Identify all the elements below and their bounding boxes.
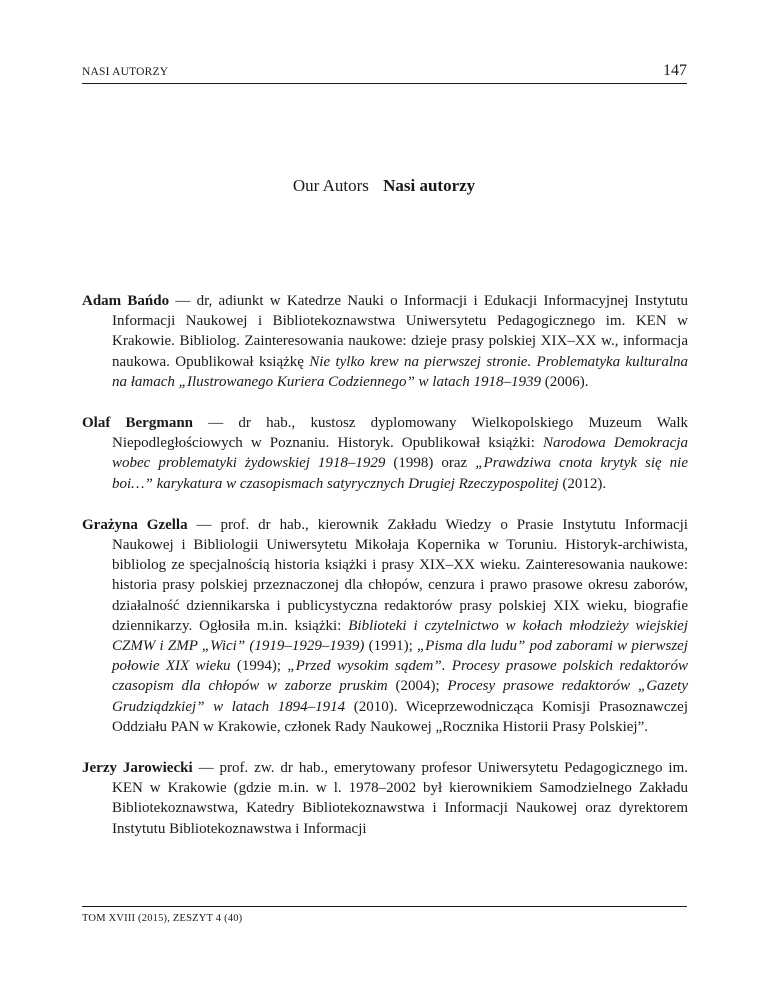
author-entry: [82, 515, 688, 737]
bio-text: — prof. zw. dr hab., emerytowany profesor Uniwersytetu Pedagogicznego im. KEN w Krakowie (gdzie m.in. w l. 1978–2002 był kierownikiem Samodzielnego Zakładu Bibliotekoznawstwa, Katedry Bibliotekoznawstwa i Informacji Naukowej oraz dyrektorem Instytutu Bibliotekoznawstwa i Informacji: [112, 760, 688, 837]
publication-title: Procesy prasowe redaktorów „Gazety Grudziądzkiej” w latach 1894–1914: [112, 678, 688, 715]
footer-rule: [82, 906, 687, 907]
bio-text: (1991);: [364, 638, 417, 655]
page-number: 147: [663, 62, 687, 79]
bio-text: (1998) oraz: [385, 455, 476, 472]
publication-title: „Przed wysokim sądem”. Procesy prasowe polskich redaktorów czasopism dla chłopów w zaborze pruskim: [112, 658, 688, 695]
bio-text: (2006).: [541, 373, 589, 390]
section-title: NASI AUTORZY: [82, 66, 169, 78]
page-title: [0, 176, 768, 196]
author-list: [82, 291, 688, 860]
author-entry: [82, 758, 688, 839]
author-entry: [82, 413, 688, 494]
author-name: Grażyna Gzella: [82, 516, 188, 533]
title-polish: Nasi autorzy: [383, 176, 476, 195]
journal-issue: TOM XVIII (2015), ZESZYT 4 (40): [82, 913, 243, 924]
publication-title: Biblioteki i czytelnictwo w kołach młodzieży wiejskiej CZMW i ZMP „Wici” (1919–1929–1939): [112, 617, 688, 655]
bio-text: (1994);: [230, 658, 288, 675]
header-rule: [82, 83, 687, 84]
bio-text: (2012).: [558, 475, 607, 492]
author-name: Olaf Bergmann: [82, 415, 194, 432]
publication-title: „Pisma dla ludu” pod zaborami w pierwszej połowie XIX wieku: [112, 638, 688, 675]
author-entry: [82, 291, 688, 392]
bio-text: (2004);: [387, 678, 448, 695]
bio-text: (2010). Wiceprzewodnicząca Komisji Prasoznawczej Oddziału PAN w Krakowie, członek Rady Naukowej „Rocznika Historii Prasy Polskiej”.: [112, 698, 688, 735]
publication-title: Nie tylko krew na pierwszej stronie. Problematyka kulturalna na łamach „Ilustrowanego Kuriera Codziennego” w latach 1918–1939: [112, 353, 688, 390]
author-name: Jerzy Jarowiecki: [82, 760, 193, 777]
running-header: [82, 62, 687, 80]
publication-title: Narodowa Demokracja wobec problematyki żydowskiej 1918–1929: [112, 435, 688, 472]
publication-title: „Prawdziwa cnota krytyk się nie boi…” karykatura w czasopismach satyrycznych Drugiej Rzeczypospolitej: [112, 455, 688, 492]
bio-text: — dr, adiunkt w Katedrze Nauki o Informacji i Edukacji Informacyjnej Instytutu Informacji Naukowej i Bibliotekoznawstwa Uniwersytetu Pedagogicznego im. KEN w Krakowie. Bibliolog. Zainteresowania naukowe: dzieje prasy polskiej XIX–XX w., informacja naukowa. Opublikował książkę: [112, 293, 689, 370]
title-english: Our Autors: [292, 176, 369, 195]
bio-text: — prof. dr hab., kierownik Zakładu Wiedzy o Prasie Instytutu Informacji Naukowej i Bibliologii Uniwersytetu Mikołaja Kopernika w Toruniu. Historyk-archiwista, bibliolog ze specjalnością historia książki i prasy XIX–XX wieku. Zainteresowania naukowe: historia prasy polskiej przeznaczonej dla chłopów, cenzura i prawo prasowe okresu zaborów, działalność dziennikarska i publicystyczna redaktorów prasy polskiej XIX wieku, biografie dziennikarzy. Ogłosiła m.in. książki:: [112, 516, 688, 634]
author-name: Adam Bańdo: [82, 293, 170, 309]
bio-text: — dr hab., kustosz dyplomowany Wielkopolskiego Muzeum Walk Niepodległościowych w Poznaniu. Historyk. Opublikował książki:: [112, 415, 688, 452]
